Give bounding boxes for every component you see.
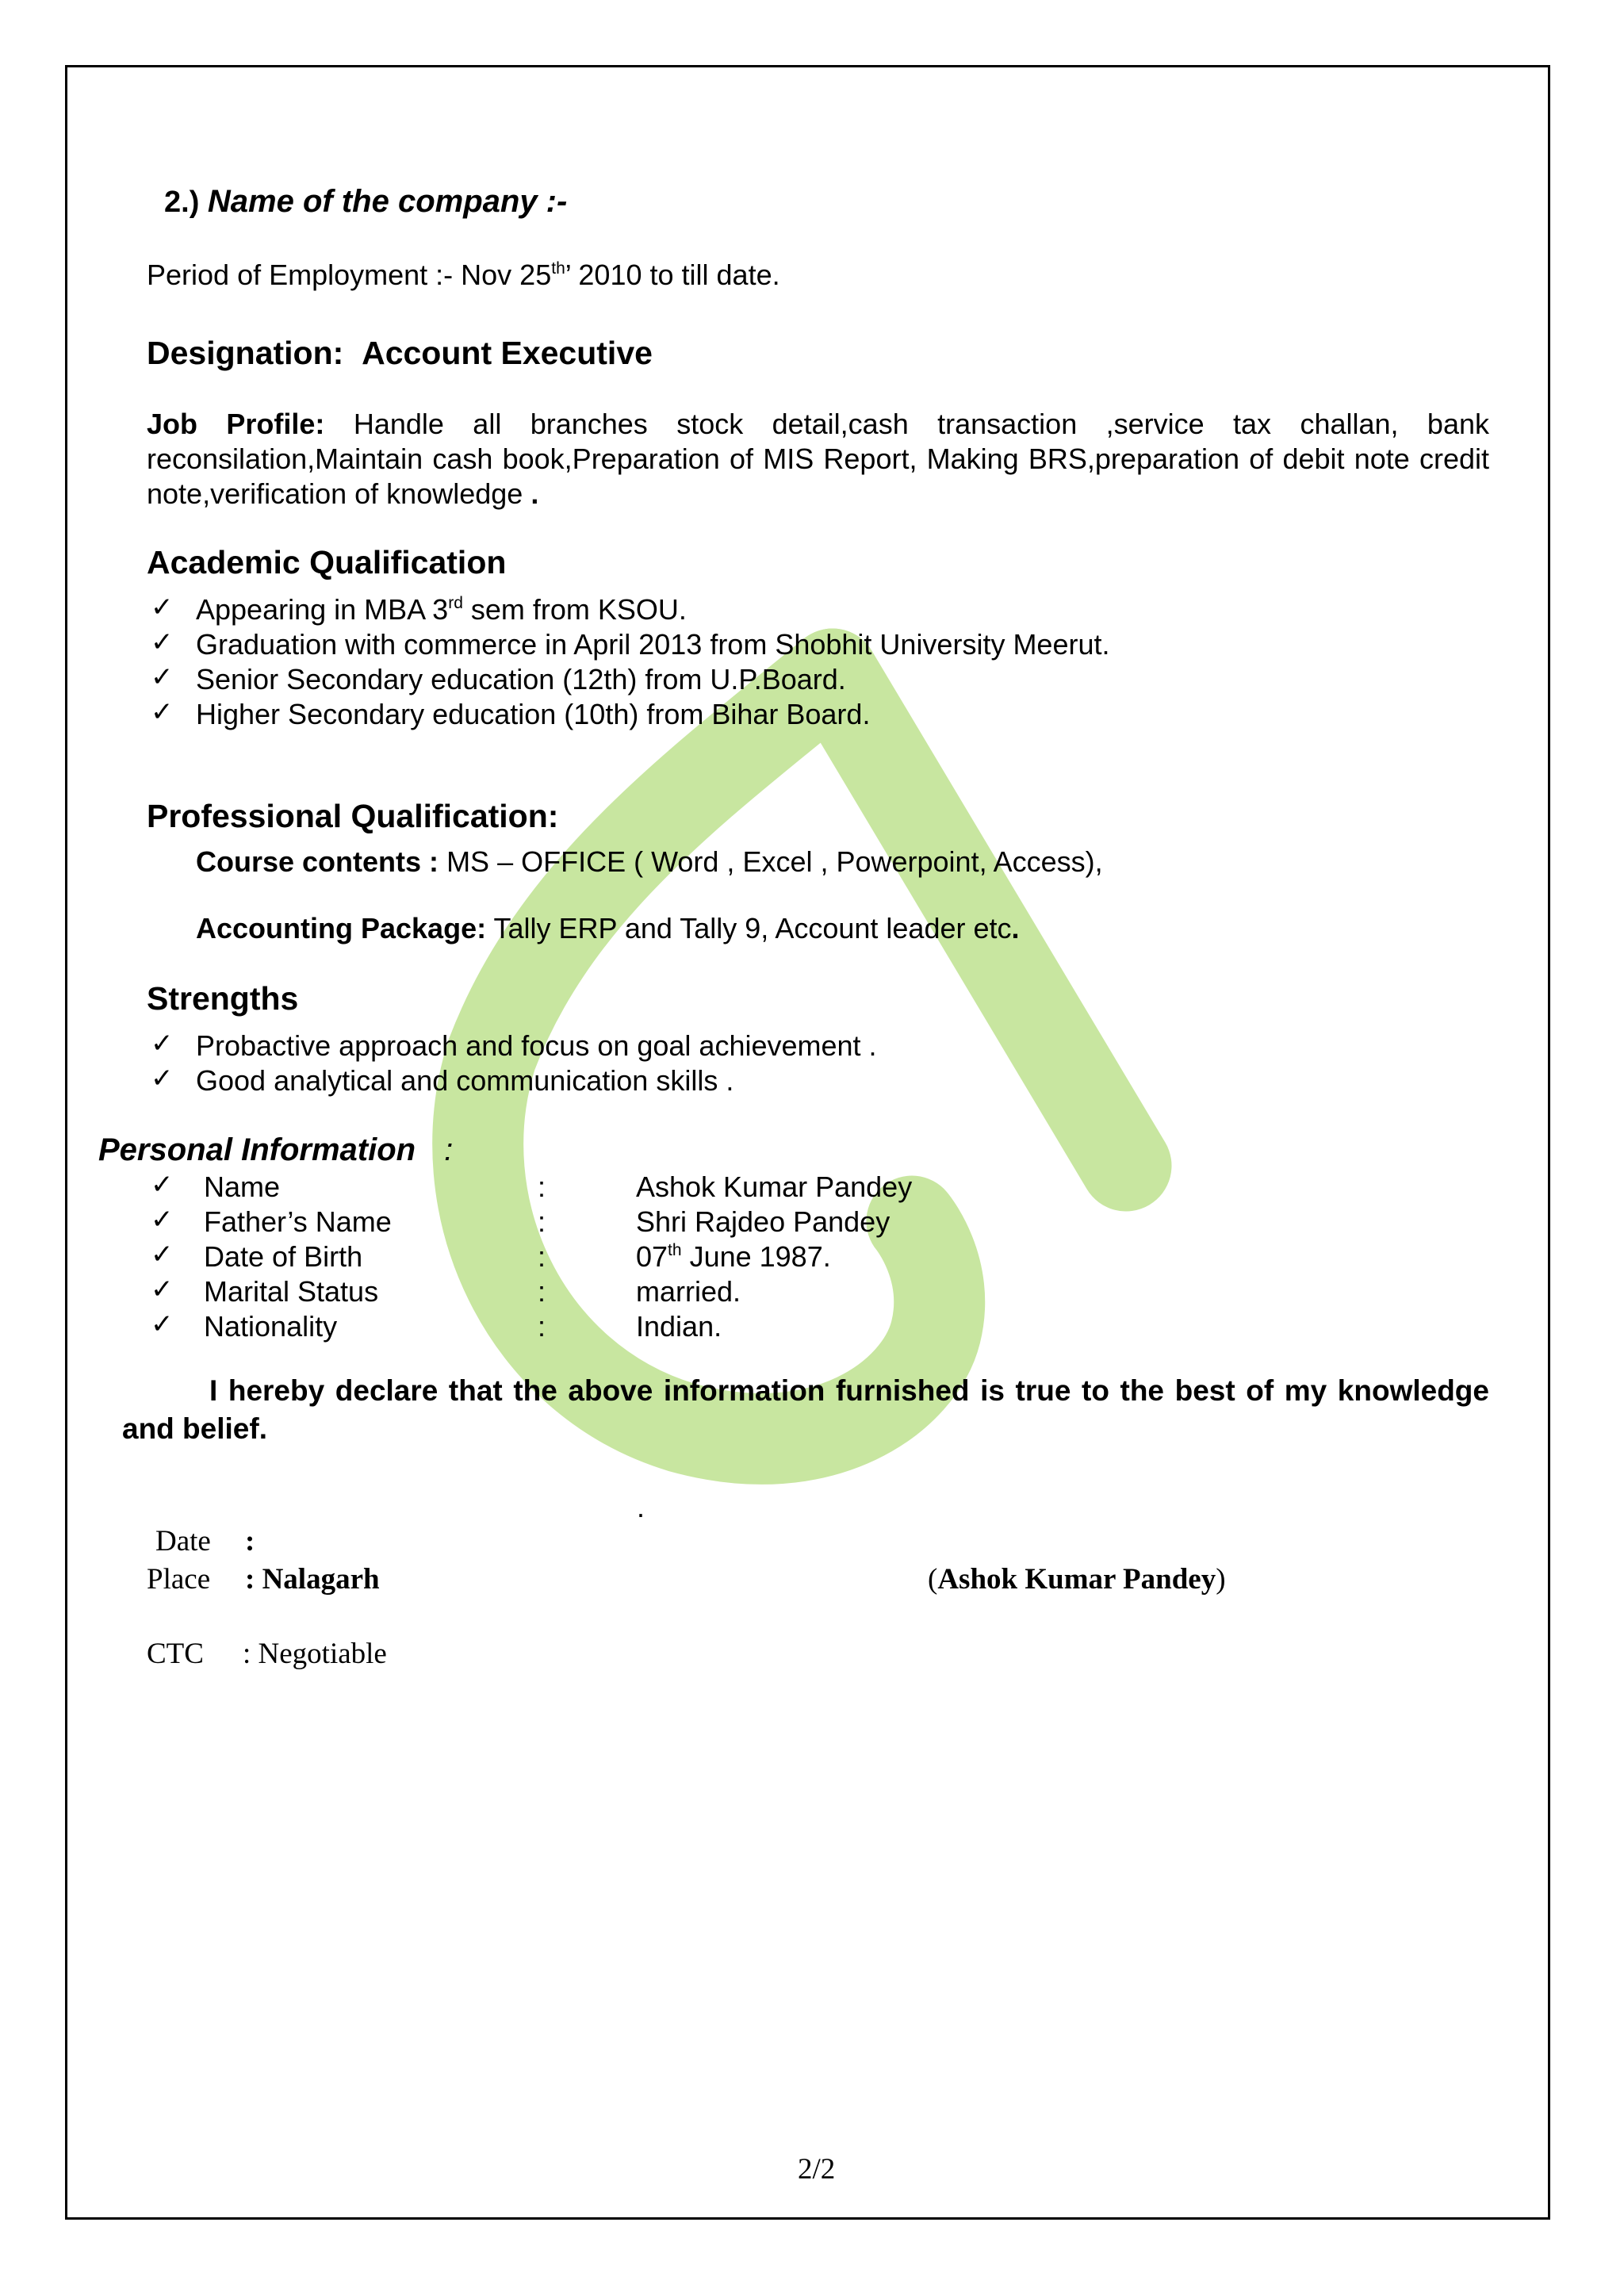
employment-period <box>147 259 780 292</box>
date-label: Date <box>155 1525 211 1557</box>
check-icon: ✓ <box>151 1239 174 1270</box>
ctc-value: : Negotiable <box>243 1638 387 1670</box>
personal-value: married. <box>636 1275 741 1308</box>
signature-name: Ashok Kumar Pandey <box>937 1563 1216 1596</box>
course-contents <box>196 845 1103 879</box>
check-icon: ✓ <box>151 1274 174 1305</box>
personal-value: Indian. <box>636 1310 722 1343</box>
personal-colon: : <box>538 1205 546 1238</box>
personal-colon: : <box>538 1170 546 1203</box>
strengths-heading: Strengths <box>147 980 299 1017</box>
personal-label: Name <box>204 1170 281 1203</box>
package-label: Accounting Package: <box>196 912 487 944</box>
academic-heading: Academic Qualification <box>147 544 507 580</box>
personal-label: Date of Birth <box>204 1240 363 1273</box>
date-value: : <box>245 1525 255 1557</box>
declaration: I hereby declare that the above information furnished is true to the best of my knowledge and belief. <box>122 1374 1489 1445</box>
check-icon: ✓ <box>151 1063 174 1094</box>
designation <box>147 335 653 372</box>
separator-dot: . <box>637 1491 645 1523</box>
personal-label: Marital Status <box>204 1275 379 1308</box>
personal-colon: : <box>538 1310 546 1343</box>
personal-label: Nationality <box>204 1310 338 1343</box>
check-icon: ✓ <box>151 1169 174 1201</box>
check-icon: ✓ <box>151 626 174 658</box>
course-label: Course contents : <box>196 845 439 878</box>
academic-item: Graduation with commerce in April 2013 from Shobhit University Meerut. <box>196 628 1110 661</box>
check-icon: ✓ <box>151 1204 174 1236</box>
check-icon: ✓ <box>151 1308 174 1340</box>
personal-value: Shri Rajdeo Pandey <box>636 1205 891 1238</box>
check-icon: ✓ <box>151 1028 174 1059</box>
company-heading <box>164 184 567 220</box>
academic-item: Appearing in MBA 3rd sem from KSOU. <box>196 593 687 626</box>
place-label: Place <box>147 1563 211 1596</box>
job-profile-label: Job Profile: <box>147 408 325 440</box>
personal-heading: Personal Information : <box>98 1132 454 1167</box>
signature: (Ashok Kumar Pandey) <box>928 1563 1226 1596</box>
job-profile <box>147 407 1489 511</box>
page-number: 2/2 <box>798 2153 836 2186</box>
company-number: 2.) <box>164 186 200 219</box>
course-value: MS – OFFICE ( Word , Excel , Powerpoint, Access), <box>446 845 1103 878</box>
academic-item: Senior Secondary education (12th) from U.P.Board. <box>196 663 846 695</box>
check-icon: ✓ <box>151 592 174 623</box>
company-label: Name of the company :- <box>207 184 568 219</box>
strength-item: Probactive approach and focus on goal achievement . <box>196 1029 877 1062</box>
professional-heading: Professional Qualification: <box>147 798 559 834</box>
check-icon: ✓ <box>151 696 174 728</box>
job-profile-text: Handle all branches stock detail,cash transaction ,service tax challan, bank reconsilation,Maintain cash book,Preparation of MIS Report, Making BRS,preparation of debit note credit note,verification of knowledge <box>147 408 1489 510</box>
personal-colon: : <box>538 1240 546 1273</box>
designation-label: Designation: <box>147 335 344 371</box>
accounting-package: Accounting Package: Tally ERP and Tally 9, Account leader etc. <box>196 912 1020 944</box>
personal-value: 07th June 1987. <box>636 1240 831 1273</box>
check-icon: ✓ <box>151 661 174 693</box>
academic-item: Higher Secondary education (10th) from Bihar Board. <box>196 698 871 730</box>
place-value: : Nalagarh <box>245 1563 380 1596</box>
package-value: Tally ERP and Tally 9, Account leader etc <box>493 912 1012 944</box>
employment-label: Period of Employment :- Nov 25 <box>147 259 552 291</box>
employment-rest: ’ 2010 to till date. <box>565 259 780 291</box>
personal-value: Ashok Kumar Pandey <box>636 1170 913 1203</box>
personal-label: Father’s Name <box>204 1205 392 1238</box>
job-profile-end: . <box>530 477 539 510</box>
employment-sup: th <box>551 259 565 278</box>
ctc-label: CTC <box>147 1638 204 1670</box>
strength-item: Good analytical and communication skills . <box>196 1064 734 1097</box>
personal-colon: : <box>538 1275 546 1308</box>
designation-value: Account Executive <box>362 335 653 371</box>
